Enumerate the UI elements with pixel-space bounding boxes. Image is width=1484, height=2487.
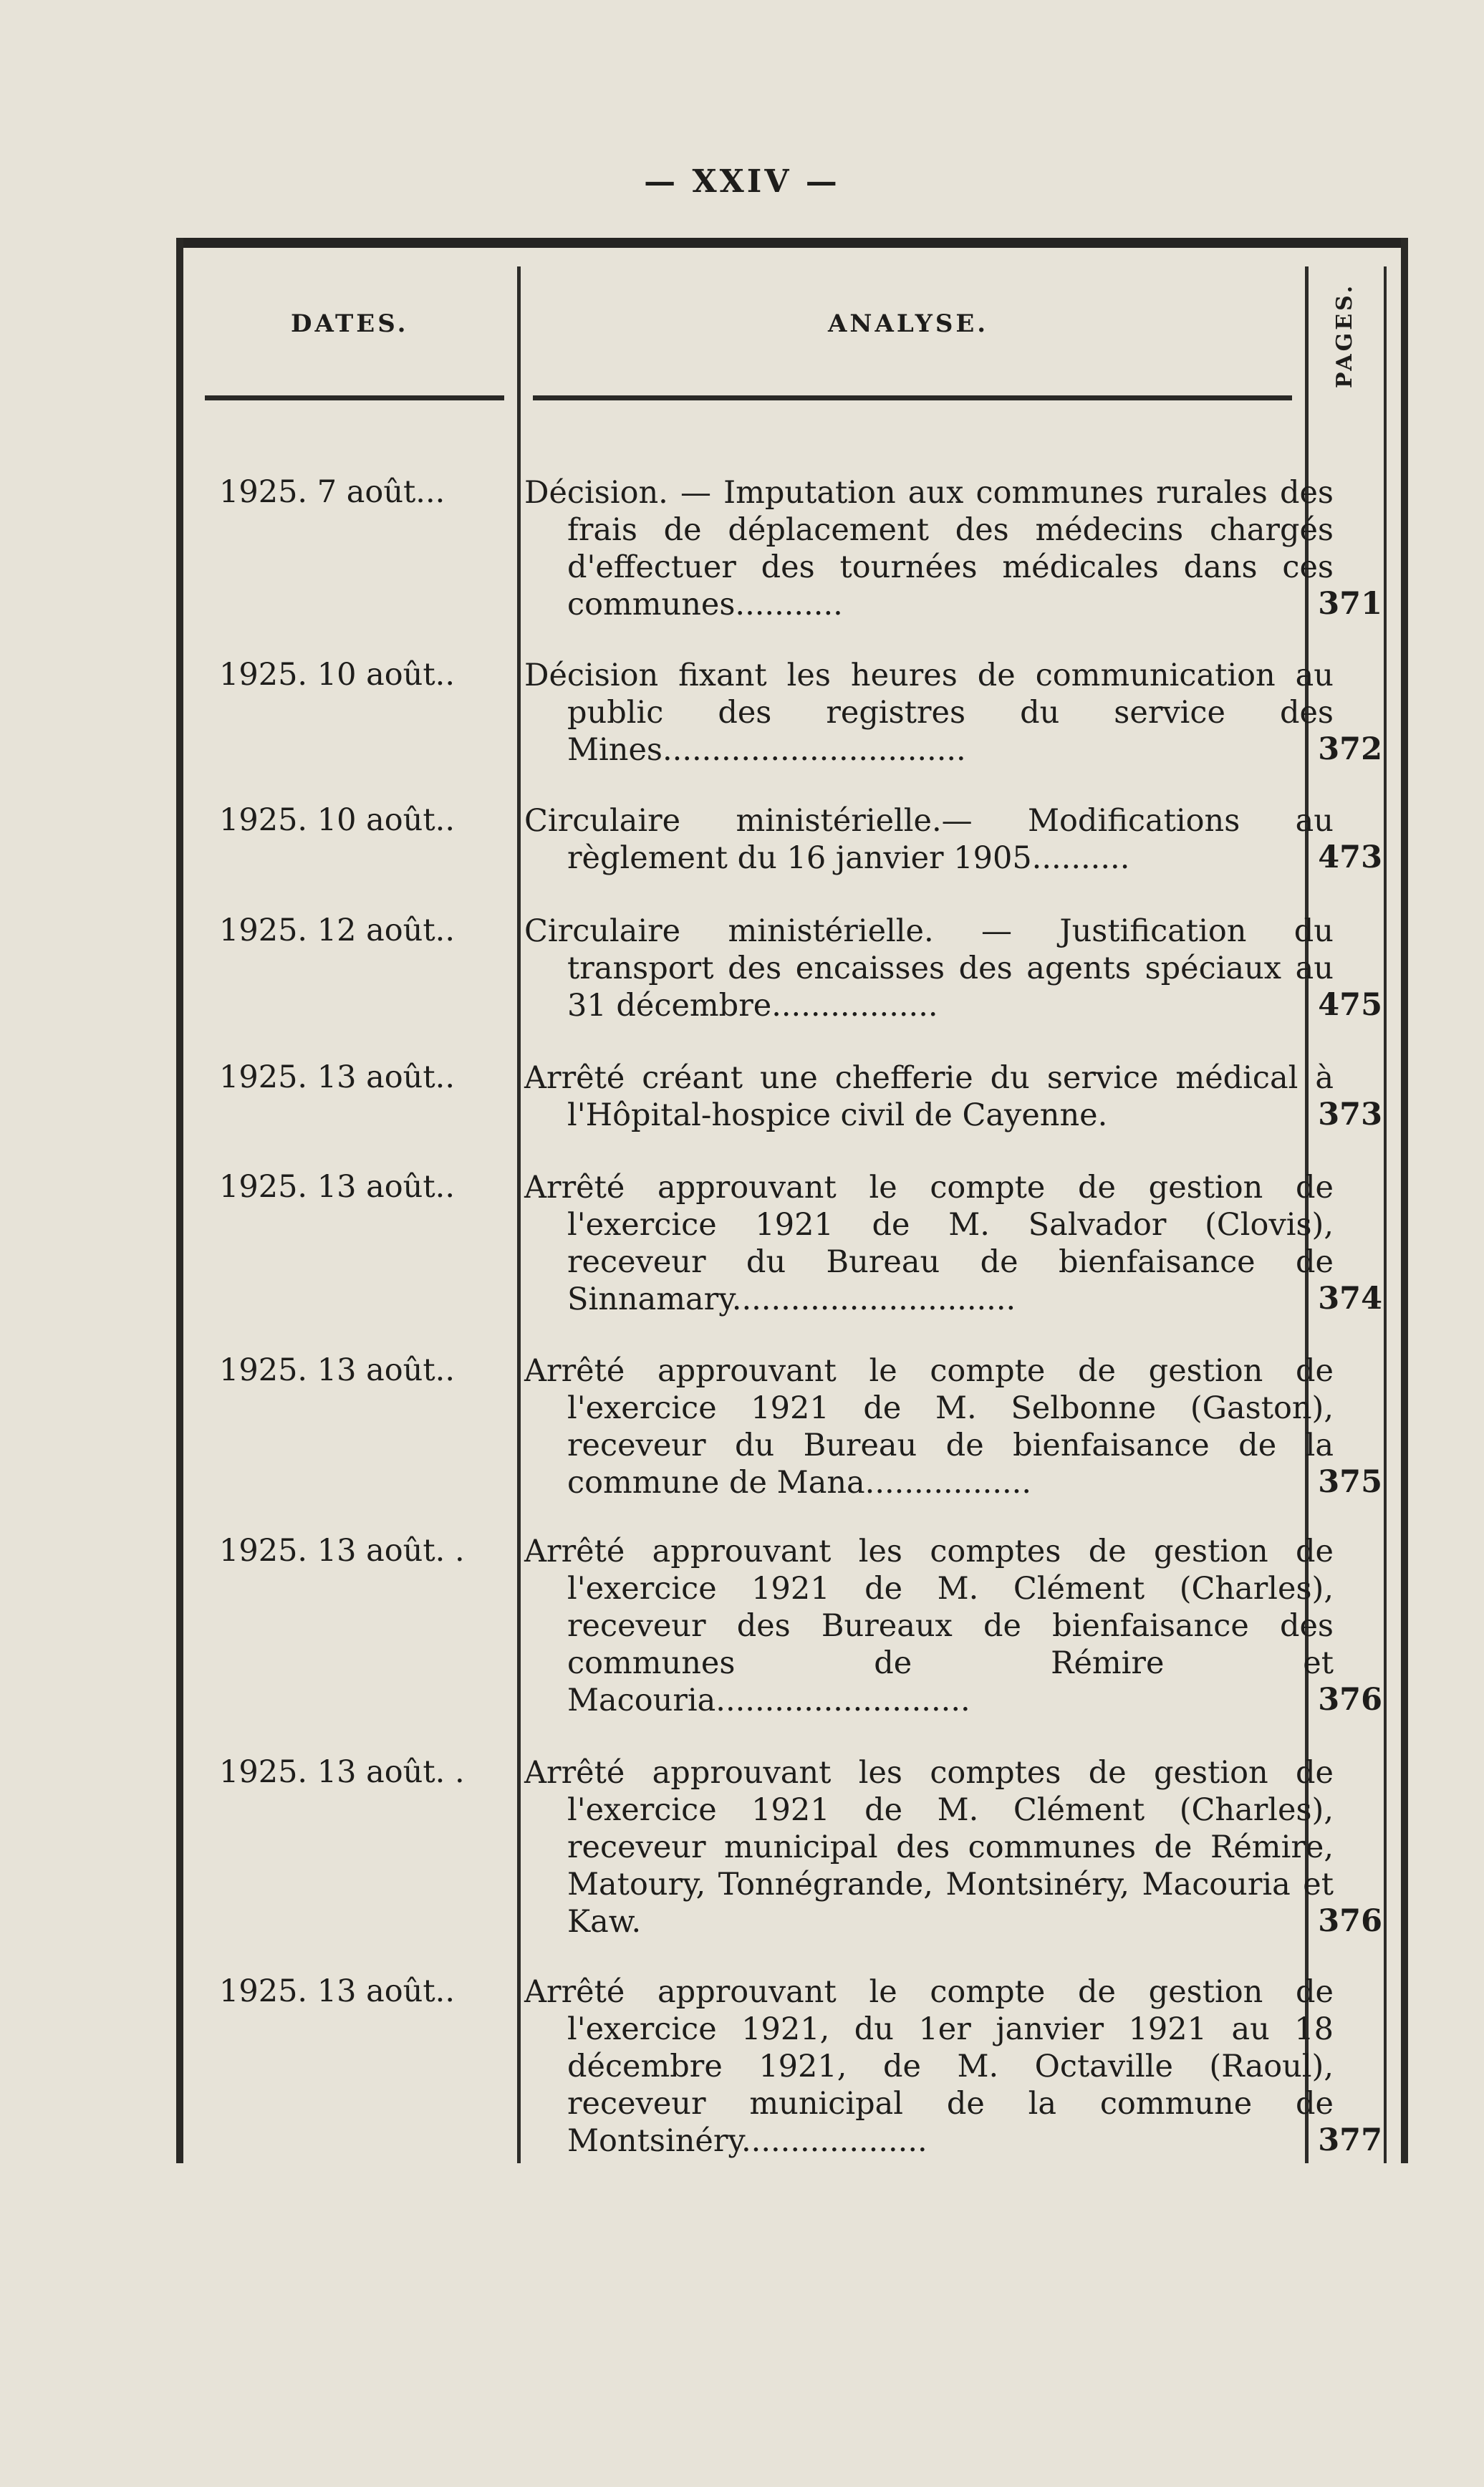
- table-top-rule: [176, 238, 1408, 248]
- entry-page: 374: [1318, 1281, 1382, 1317]
- table-right-rule: [1401, 238, 1408, 2163]
- entry-date: 1925. 7 août...: [219, 474, 445, 510]
- entry-page: 475: [1318, 987, 1382, 1023]
- entry-analysis: Décision fixant les heures de communication au public des registres du service des Mines...............................: [524, 658, 1334, 768]
- entry-date: 1925. 10 août..: [219, 657, 455, 693]
- entry-date: 1925. 13 août..: [219, 1352, 455, 1388]
- column-header-pages: PAGES.: [1332, 282, 1357, 388]
- column-divider-pages: [1384, 266, 1387, 2163]
- entry-date: 1925. 13 août..: [219, 1059, 455, 1095]
- column-divider-dates: [517, 266, 521, 2163]
- entry-page: 373: [1318, 1097, 1382, 1132]
- header-rule-analyse: [533, 395, 1292, 400]
- entry-analysis: Arrêté approuvant le compte de gestion de l'exercice 1921 de M. Salvador (Clovis), receveur du Bureau de bienfaisance de Sinnamary.............................: [524, 1170, 1334, 1317]
- entry-analysis: Arrêté créant une chefferie du service médical à l'Hôpital-hospice civil de Cayenne.: [524, 1060, 1334, 1133]
- entry-date: 1925. 13 août..: [219, 1169, 455, 1205]
- entry-analysis: Arrêté approuvant le compte de gestion de l'exercice 1921, du 1er janvier 1921 au 18 décembre 1921, de M. Octaville (Raoul), receveur municipal de la commune de Montsinéry...................: [524, 1974, 1334, 2159]
- table-left-rule: [176, 238, 183, 2163]
- entry-page: 371: [1318, 586, 1382, 622]
- entry-date: 1925. 13 août. .: [219, 1754, 465, 1790]
- page-number: — XXIV —: [644, 163, 840, 200]
- entry-page: 473: [1318, 840, 1382, 875]
- entry-date: 1925. 10 août..: [219, 802, 455, 838]
- entry-date: 1925. 13 août. .: [219, 1533, 465, 1569]
- entry-date: 1925. 13 août..: [219, 1973, 455, 2009]
- column-header-analyse: ANALYSE.: [828, 309, 989, 338]
- column-header-dates: DATES.: [291, 309, 409, 338]
- header-rule-dates: [205, 395, 504, 400]
- index-table: [176, 238, 1408, 2163]
- entry-analysis: Arrêté approuvant les comptes de gestion de l'exercice 1921 de M. Clément (Charles), receveur des Bureaux de bienfaisance des communes de Rémire et Macouria..........................: [524, 1534, 1334, 1718]
- entry-analysis: Décision. — Imputation aux communes rurales des frais de déplacement des médecins chargés d'effectuer des tournées médicales dans ces communes...........: [524, 475, 1334, 622]
- entry-analysis: Arrêté approuvant le compte de gestion de l'exercice 1921 de M. Selbonne (Gaston), receveur du Bureau de bienfaisance de la commune de Mana.................: [524, 1353, 1334, 1501]
- entry-analysis: Circulaire ministérielle. — Justification du transport des encaisses des agents spéciaux au 31 décembre.................: [524, 913, 1334, 1024]
- entry-page: 377: [1318, 2122, 1382, 2158]
- entry-analysis: Arrêté approuvant les comptes de gestion de l'exercice 1921 de M. Clément (Charles), receveur municipal des communes de Rémire, Matoury, Tonnégrande, Montsinéry, Macouria et Kaw.: [524, 1755, 1334, 1940]
- entry-analysis: Circulaire ministérielle.— Modifications au règlement du 16 janvier 1905..........: [524, 803, 1334, 876]
- entry-date: 1925. 12 août..: [219, 913, 455, 948]
- entry-page: 376: [1318, 1903, 1382, 1939]
- entry-page: 372: [1318, 731, 1382, 767]
- entry-page: 376: [1318, 1682, 1382, 1718]
- entry-page: 375: [1318, 1464, 1382, 1500]
